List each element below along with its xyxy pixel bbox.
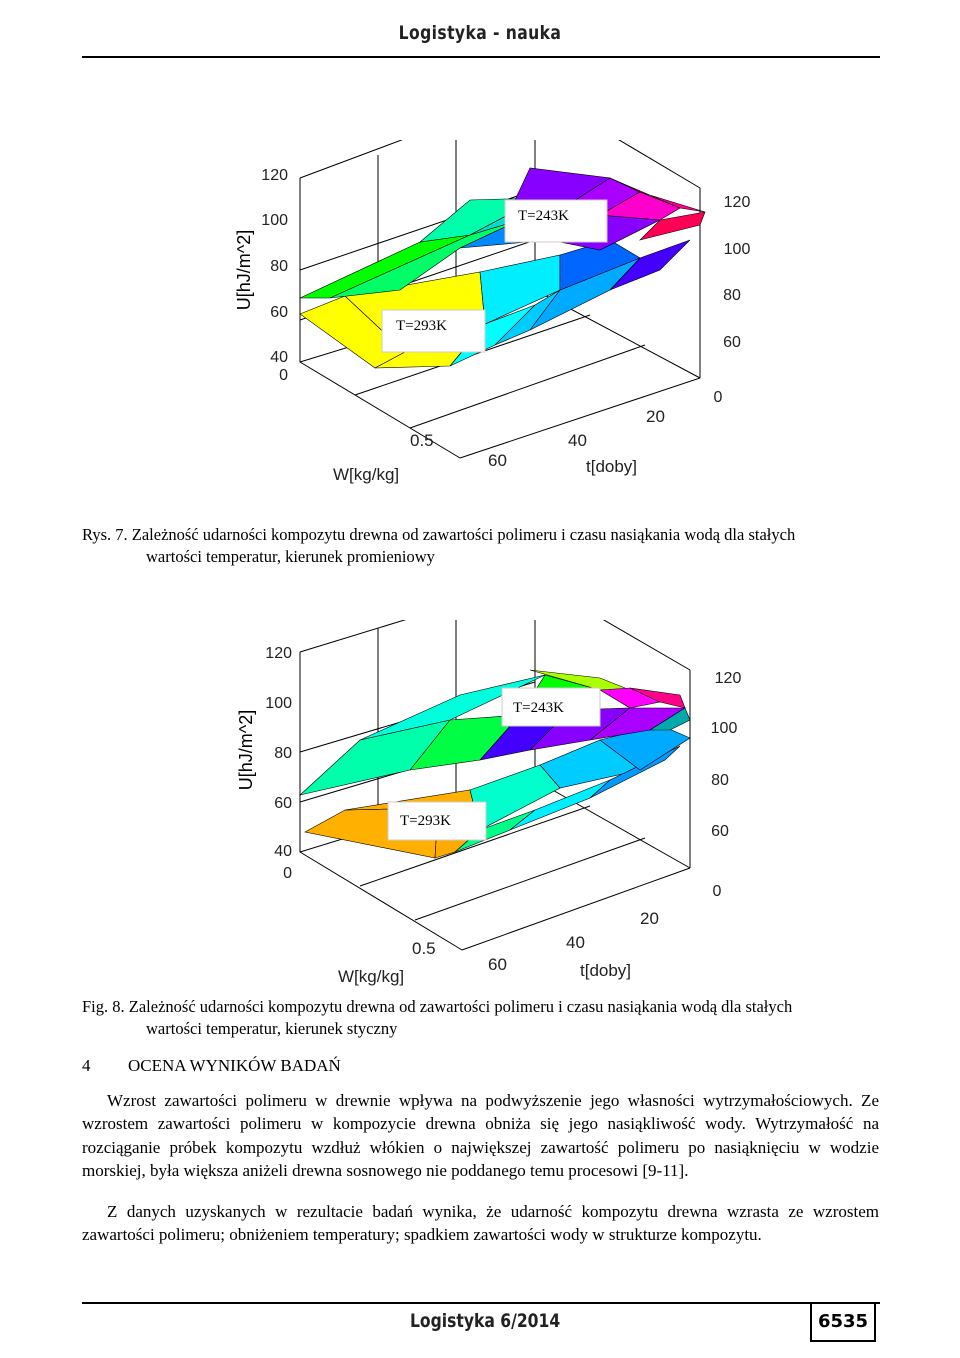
footer-rule xyxy=(82,1302,880,1304)
z-tick: 0 xyxy=(279,367,288,384)
z-tick: 100 xyxy=(265,695,292,712)
z-tick: 0 xyxy=(713,389,723,406)
z-tick: 100 xyxy=(261,212,288,229)
y-tick: 60 xyxy=(488,955,507,974)
figure-7 xyxy=(0,140,960,500)
z-tick: 120 xyxy=(265,645,292,662)
z-tick: 120 xyxy=(714,670,742,687)
z-axis-label: U[hJ/m^2] xyxy=(234,229,254,311)
z-tick: 60 xyxy=(711,823,729,840)
x-tick: 0.5 xyxy=(412,939,436,958)
caption-line: Fig. 8. Zależność udarności kompozytu drewna od zawartości polimeru i czasu nasiąkania wodą dla stałych xyxy=(82,997,793,1016)
floor-ticks xyxy=(338,909,659,986)
z-tick: 60 xyxy=(270,304,288,321)
z-ticks-left xyxy=(261,167,288,384)
z-ticks-right xyxy=(714,194,751,406)
running-header: Logistyka - nauka xyxy=(398,22,562,44)
z-tick: 100 xyxy=(710,720,738,737)
z-tick: 80 xyxy=(270,258,288,275)
z-tick: 80 xyxy=(274,745,292,762)
z-ticks-left xyxy=(265,645,292,882)
x-axis-label: W[kg/kg] xyxy=(338,967,405,986)
z-tick: 120 xyxy=(261,167,288,184)
y-axis-label: t[doby] xyxy=(580,961,632,980)
section-heading xyxy=(82,1056,341,1076)
x-axis-label: W[kg/kg] xyxy=(333,465,400,484)
y-tick: 40 xyxy=(566,933,585,952)
section-title: OCENA WYNIKÓW BADAŃ xyxy=(128,1056,341,1075)
y-tick: 60 xyxy=(488,451,507,470)
z-tick: 0 xyxy=(283,865,292,882)
z-axis-label: U[hJ/m^2] xyxy=(236,709,256,791)
z-tick: 120 xyxy=(723,194,751,211)
y-tick: 40 xyxy=(568,431,587,450)
page-number: 6535 xyxy=(810,1302,876,1342)
paragraph: Wzrost zawartości polimeru w drewnie wpływa na podwyższenie jego własności wytrzymałościowych. Ze wzrostem zawartości polimeru w kompozycie drewna obniża się jego nasiąkliwość wody. Wytrzymałość na rozciąganie próbek kompozytu wzdłuż włókien o największej zawartość polimeru po nasiąknięciu w wodzie morskiej, była większa aniżeli drewna sosnowego nie poddanego temu procesowi [9-11]. xyxy=(82,1091,879,1181)
caption-line: wartości temperatur, kierunek promieniowy xyxy=(146,547,435,566)
caption-line: wartości temperatur, kierunek styczny xyxy=(146,1019,398,1038)
z-tick: 40 xyxy=(270,349,288,366)
annotation-t293: T=293K xyxy=(396,318,447,334)
y-tick: 20 xyxy=(640,909,659,928)
z-tick: 60 xyxy=(723,334,741,351)
section-number: 4 xyxy=(82,1056,91,1075)
header-rule xyxy=(82,56,880,58)
annotation-t293: T=293K xyxy=(400,813,451,829)
caption-line: Rys. 7. Zależność udarności kompozytu drewna od zawartości polimeru i czasu nasiąkania wodą dla stałych xyxy=(82,525,796,544)
annotation-t243: T=243K xyxy=(518,208,569,224)
x-tick: 0.5 xyxy=(410,431,434,450)
z-tick: 80 xyxy=(711,772,729,789)
z-tick: 0 xyxy=(712,883,722,900)
caption-fig7 xyxy=(82,524,882,568)
z-ticks-right xyxy=(711,670,742,900)
z-tick: 40 xyxy=(274,843,292,860)
paragraph: Z danych uzyskanych w rezultacie badań wynika, że udarność kompozytu drewna wzrasta ze wzrostem zawartości polimeru; obniżeniem temperatury; spadkiem zawartości wody w strukturze kompozytu. xyxy=(82,1202,879,1245)
figure-8 xyxy=(0,620,960,990)
caption-fig8 xyxy=(82,996,882,1040)
annotation-t243: T=243K xyxy=(513,700,564,716)
figure-7-plot xyxy=(0,140,960,500)
surface-t293 xyxy=(300,240,690,368)
z-tick: 100 xyxy=(723,241,751,258)
z-tick: 60 xyxy=(274,795,292,812)
z-tick: 80 xyxy=(723,287,741,304)
y-tick: 20 xyxy=(646,407,665,426)
figure-8-plot xyxy=(0,620,960,990)
footer-journal: Logistyka 6/2014 xyxy=(410,1310,561,1332)
y-axis-label: t[doby] xyxy=(586,457,638,476)
